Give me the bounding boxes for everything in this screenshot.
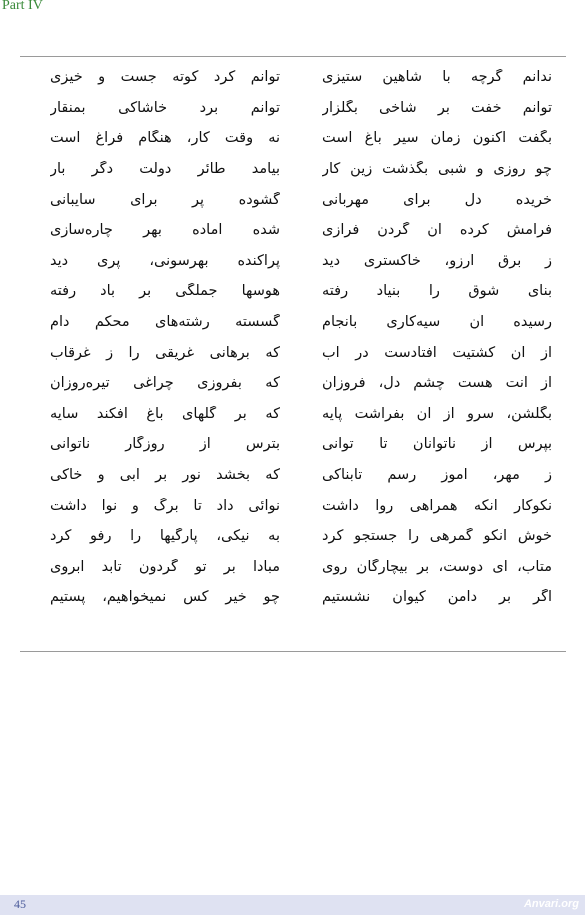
couplet-row [20,582,566,613]
couplet-row [20,123,566,154]
hemistich-right: خریده دل برای مهربانی [322,191,552,208]
couplet-row [20,552,566,583]
couplet-row [20,93,566,124]
couplet-row [20,184,566,215]
hemistich-right: ز برق آرزو، خاکستری دید [322,252,552,269]
hemistich-left: پراکنده بهرسونی، پری دید [50,252,280,269]
couplet-row [20,521,566,552]
couplet-row [20,490,566,521]
hemistich-left: نه وقت کار، هنگام فراغ است [50,130,280,147]
hemistich-right: فرامش کرده آن گردن فرازی [322,222,552,239]
couplet-row [20,460,566,491]
poem-body [20,62,566,613]
hemistich-left: که بفروزی چراغی تیره‌روزان [50,375,280,392]
hemistich-right: توانم خفت بر شاخی بگلزار [322,99,552,116]
couplet-row [20,62,566,93]
hemistich-left: گسسته رشته‌های محکم دام [50,314,280,331]
hemistich-left: مبادا بر تو گردون تابد ابروی [50,558,280,575]
hemistich-left: شده آماده بهر چاره‌سازی [50,222,280,239]
hemistich-right: بگلشن، سرو از آن بفراشت پایه [322,405,552,422]
hemistich-left: چو خیر کس نمیخواهیم، پستیم [50,589,280,606]
hemistich-right: بنای شوق را بنیاد رفته [322,283,552,300]
hemistich-right: خوش آنکو گمرهی را جستجو کرد [322,528,552,545]
page-number: 45 [14,897,26,911]
hemistich-left: به نیکی، پارگیها را رفو کرد [50,528,280,545]
hemistich-right: بگفت اکنون زمان سیر باغ است [322,130,552,147]
hemistich-right: اگر بر دامن کیوان نشستیم [322,589,552,606]
hemistich-left: گشوده پر برای سایبانی [50,191,280,208]
hemistich-left: که بخشد نور بر آبی و خاکی [50,467,280,484]
hemistich-right: چو روزی و شبی بگذشت زین کار [322,161,552,178]
hemistich-left: که برهانی غریقی را ز غرقاب [50,344,280,361]
hemistich-right: ز مهر، آموز رسم تابناکی [322,467,552,484]
couplet-row [20,276,566,307]
hemistich-left: بیامد طائر دولت دگر بار [50,161,280,178]
hemistich-right: متاب، ای دوست، بر بیچارگان روی [322,558,552,575]
couplet-row [20,368,566,399]
hemistich-left: توانم کرد کوته جست و خیزی [50,69,280,86]
footer-bar [0,895,585,915]
part-header: Part IV [2,0,43,13]
couplet-row [20,429,566,460]
bottom-divider [20,651,566,652]
couplet-row [20,399,566,430]
hemistich-left: نوائی داد تا برگ و نوا داشت [50,497,280,514]
hemistich-right: از آن کشتیت افتادست در آب [322,344,552,361]
hemistich-right: ندانم گرچه با شاهین ستیزی [322,69,552,86]
hemistich-left: توانم برد خاشاکی بمنقار [50,99,280,116]
hemistich-right: رسیده آن سیه‌کاری بانجام [322,314,552,331]
couplet-row [20,154,566,185]
watermark-logo: Anvari.org [523,898,579,910]
hemistich-left: که بر گلهای باغ افکند سایه [50,405,280,422]
hemistich-left: بترس از روزگار ناتوانی [50,436,280,453]
hemistich-right: نکوکار آنکه همراهی روا داشت [322,497,552,514]
couplet-row [20,246,566,277]
top-divider [20,56,566,57]
couplet-row [20,307,566,338]
hemistich-right: از آنت هست چشم دل، فروزان [322,375,552,392]
hemistich-right: بپرس از ناتوانان تا توانی [322,436,552,453]
hemistich-left: هوسها جملگی بر باد رفته [50,283,280,300]
couplet-row [20,337,566,368]
couplet-row [20,215,566,246]
